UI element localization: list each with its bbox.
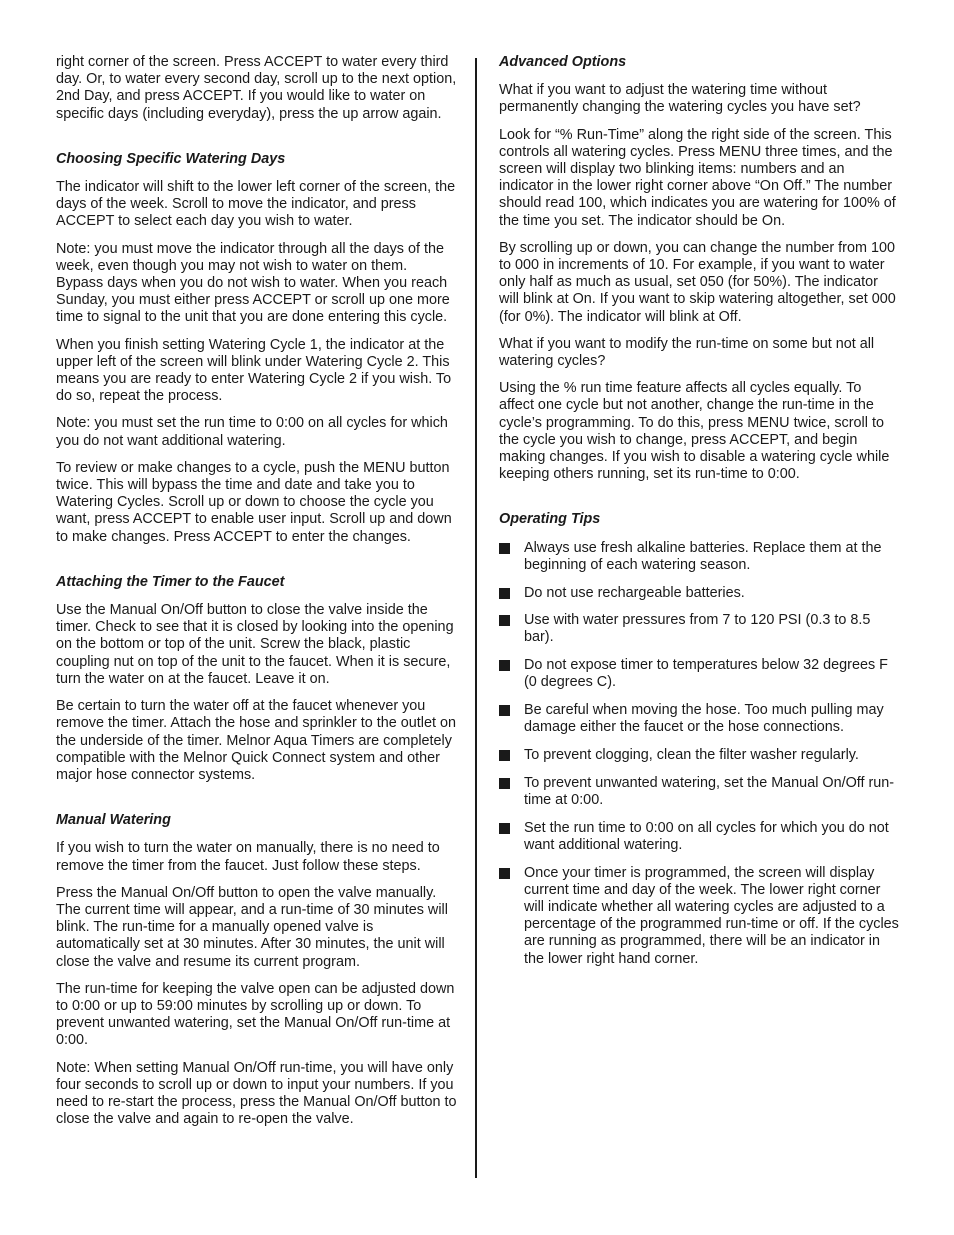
list-item (499, 612, 899, 646)
right-column (499, 54, 899, 978)
paragraph: What if you want to modify the run-time on some but not all watering cycles? (499, 335, 875, 370)
paragraph: When you finish setting Watering Cycle 1, the indicator at the upper left of the screen will blink under Watering Cycle 2. This means you are ready to enter Watering Cycle 2 if you wish. To do so, repeat the process. (56, 336, 452, 405)
paragraph: Look for “% Run-Time” along the right side of the screen. This controls all watering cycles. Press MENU three times, and the screen will display two blinking items: numbers and an indicator in the lower right corner above “On Off.” The number should read 100, which indicates you are watering for 100% of the time you set. The indicator should be On. (499, 126, 896, 229)
operating-tips-list (499, 540, 899, 968)
paragraph: The run-time for keeping the valve open can be adjusted down to 0:00 or up to 59:00 minutes by scrolling up or down. To prevent unwanted watering, set the Manual On/Off run-time at 0:00. (56, 980, 455, 1049)
square-bullet-icon (499, 868, 510, 879)
square-bullet-icon (499, 778, 510, 789)
square-bullet-icon (499, 543, 510, 554)
heading-advanced-options: Advanced Options (499, 54, 627, 70)
tip-text: Set the run time to 0:00 on all cycles for which you do not want additional watering. (524, 819, 889, 853)
left-column (56, 54, 458, 1138)
square-bullet-icon (499, 660, 510, 671)
list-item (499, 702, 899, 736)
heading-choosing-specific-watering-days: Choosing Specific Watering Days (56, 150, 286, 167)
list-item (499, 820, 899, 854)
tip-text: To prevent unwanted watering, set the Manual On/Off run-time at 0:00. (524, 774, 895, 808)
paragraph: Note: you must set the run time to 0:00 on all cycles for which you do not want additional watering. (56, 415, 448, 449)
list-item (499, 657, 899, 691)
tip-text: Do not use rechargeable batteries. (524, 584, 745, 601)
tip-text: Once your timer is programmed, the screen will display current time and day of the week. The lower right corner will indicate whether all watering cycles are adjusted to a percentage of the programmed run-time or off. If the cycles are running as programmed, there will be an indicator in the lower right hand corner. (524, 864, 899, 967)
paragraph: The indicator will shift to the lower left corner of the screen, the days of the week. Scroll to move the indicator, and press ACCEPT to select each day you wish to water. (56, 179, 456, 230)
paragraph: Be certain to turn the water off at the faucet whenever you remove the timer. Attach the hose and sprinkler to the outlet on the underside of the timer. Melnor Aqua Timers are completely compatible with the Melnor Quick Connect system and other major hose connector systems. (56, 698, 456, 783)
paragraph: Using the % run time feature affects all cycles equally. To affect one cycle but not another, change the run-time in the cycle’s programming. To do this, press MENU twice, scroll to the cycle you wish to change, press ACCEPT, and begin making changes. If you wish to disable a watering cycle while keeping others running, set its run-time to 0:00. (499, 380, 890, 483)
tip-text: Use with water pressures from 7 to 120 PSI (0.3 to 8.5 bar). (524, 612, 871, 646)
paragraph: Press the Manual On/Off button to open the valve manually. The current time will appear, and a run-time of 30 minutes will blink. The run-time for a manually opened valve is automatically set at 30 minutes. After 30 minutes, the unit will close the valve and resume its current program. (56, 884, 448, 970)
list-item (499, 585, 899, 602)
list-item (499, 540, 899, 574)
paragraph: right corner of the screen. Press ACCEPT to water every third day. Or, to water every second day, scroll up to the next option, 2nd Day, and press ACCEPT. If you would like to water on specific days (including everyday), press the up arrow again. (56, 54, 457, 122)
square-bullet-icon (499, 588, 510, 599)
list-item (499, 865, 899, 968)
heading-manual-watering: Manual Watering (56, 812, 171, 829)
square-bullet-icon (499, 705, 510, 716)
paragraph: Note: When setting Manual On/Off run-time, you will have only four seconds to scroll up or down to input your numbers. If you need to re-start the process, press the Manual On/Off button to close the valve and again to re-open the valve. (56, 1059, 457, 1128)
square-bullet-icon (499, 615, 510, 626)
heading-operating-tips: Operating Tips (499, 511, 601, 528)
paragraph: If you wish to turn the water on manually, there is no need to remove the timer from the faucet. Just follow these steps. (56, 840, 440, 874)
tip-text: Always use fresh alkaline batteries. Replace them at the beginning of each watering season. (524, 539, 882, 573)
list-item (499, 747, 899, 764)
tip-text: Do not expose timer to temperatures below 32 degrees F (0 degrees C). (524, 657, 888, 691)
heading-attaching-timer: Attaching the Timer to the Faucet (56, 573, 285, 590)
list-item (499, 775, 899, 809)
paragraph: Note: you must move the indicator through all the days of the week, even though you may not wish to water on them. Bypass days when you do not wish to water. When you reach Sunday, you must either press ACCEPT or scroll up one more time to signal to the unit that you are done entering this cycle. (56, 240, 450, 326)
column-divider (475, 58, 477, 1178)
tip-text: To prevent clogging, clean the filter washer regularly. (524, 747, 859, 763)
square-bullet-icon (499, 750, 510, 761)
square-bullet-icon (499, 823, 510, 834)
paragraph: By scrolling up or down, you can change the number from 100 to 000 in increments of 10. For example, if you want to water only half as much as usual, set 050 (for 50%). The indicator will blink at On. If you want to skip watering altogether, set 000 (for 0%). The indicator will blink at Off. (499, 239, 896, 325)
paragraph: What if you want to adjust the watering time without permanently changing the watering cycles you have set? (499, 82, 861, 116)
tip-text: Be careful when moving the hose. Too much pulling may damage either the faucet or the hose connections. (524, 702, 884, 736)
paragraph: Use the Manual On/Off button to close the valve inside the timer. Check to see that it is closed by looking into the opening on the bottom or top of the unit. Screw the black, plastic coupling nut on top of the unit to the faucet. When it is secure, turn the water on at the faucet. Leave it on. (56, 602, 454, 687)
paragraph: To review or make changes to a cycle, push the MENU button twice. This will bypass the time and date and take you to Watering Cycles. Scroll up or down to choose the cycle you want, press ACCEPT to enable user input. Scroll up and down to make changes. Press ACCEPT to enter the changes. (56, 459, 452, 545)
